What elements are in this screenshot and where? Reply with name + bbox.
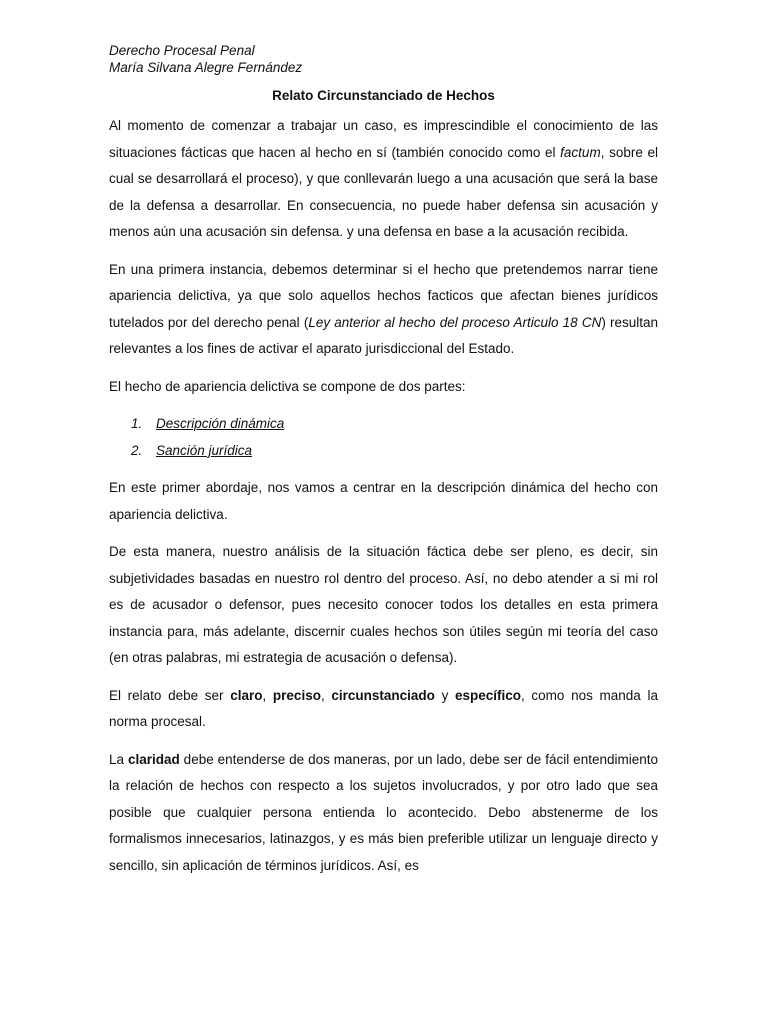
- list-item: [109, 411, 658, 438]
- list-item-text: Sanción jurídica: [156, 442, 253, 458]
- factum-term: factum: [560, 144, 601, 160]
- list-item: [109, 438, 658, 465]
- list-item-text: Descripción dinámica: [156, 416, 285, 431]
- paragraph-requirements: El relato debe ser claro, preciso, circunstanciado y específico, como nos manda la norma procesal.: [109, 687, 658, 729]
- legal-reference: Ley anterior al hecho del proceso Articulo 18 CN: [308, 314, 602, 330]
- paragraph-focus: En este primer abordaje, nos vamos a centrar en la descripción dinámica del hecho con apariencia delictiva.: [109, 480, 658, 522]
- paragraph-parts-intro: El hecho de apariencia delictiva se compone de dos partes:: [109, 378, 466, 394]
- paragraph-intro: Al momento de comenzar a trabajar un caso, es imprescindible el conocimiento de las situaciones fácticas que hacen al hecho en sí (también conocido como el factum, sobre el cual se desarrollará el proceso), y que conllevarán luego a una acusación que será la base de la defensa a desarrollar. En consecuencia, no puede haber defensa sin acusación y menos aún una acusación sin defensa. y una defensa en base a la acusación recibida.: [109, 118, 658, 239]
- header-course: Derecho Procesal Penal: [109, 43, 255, 58]
- paragraph-first-instance: En una primera instancia, debemos determinar si el hecho que pretendemos narrar tiene apariencia delictiva, ya que solo aquellos hechos facticos que afectan bienes jurídicos tutelados por del derecho penal (Ley anterior al hecho del proceso Articulo 18 CN) resultan relevantes a los fines de activar el aparato jurisdiccional del Estado.: [109, 261, 658, 356]
- list-item-number: 1.: [131, 416, 143, 431]
- paragraph-analysis: De esta manera, nuestro análisis de la situación fáctica debe ser pleno, es decir, sin subjetividades basadas en nuestro rol dentro del proceso. Así, no debo atender a si mi rol es de acusador o defensor, pues necesito conocer todos los detalles en esta primera instancia para, más adelante, discernir cuales hechos son útiles según mi teoría del caso (en otras palabras, mi estrategia de acusación o defensa).: [109, 544, 658, 665]
- list-item-number: 2.: [131, 442, 143, 458]
- paragraph-clarity: La claridad debe entenderse de dos maneras, por un lado, debe ser de fácil entendimiento la relación de hechos con respecto a los sujetos involucrados, y por otro lado que sea posible que cualquier persona entienda lo acontecido. Debo abstenerme de los formalismos innecesarios, latinazgos, y es más bien preferible utilizar un lenguaje directo y sencillo, sin aplicación de términos jurídicos. Así, es: [109, 751, 658, 873]
- header-author: María Silvana Alegre Fernández: [109, 60, 303, 75]
- document-title: Relato Circunstanciado de Hechos: [272, 88, 495, 103]
- document-page: [109, 42, 658, 890]
- parts-list: [109, 411, 658, 464]
